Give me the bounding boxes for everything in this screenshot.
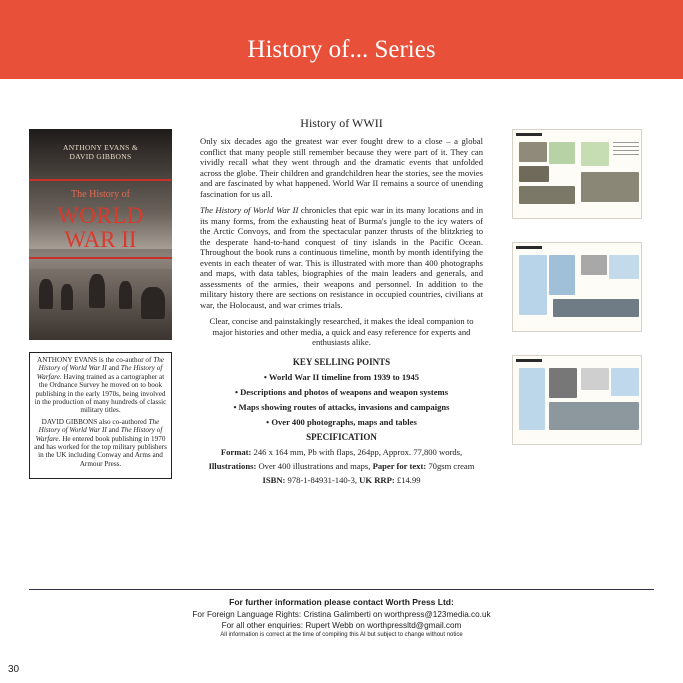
specification-details [200,445,483,487]
author-bio-gibbons [34,418,167,468]
spec-label: UK RRP: [359,475,395,485]
spread-text-line [613,154,639,155]
bio-text: and [106,364,121,373]
spread-ship-photo [553,299,639,317]
disclaimer-text: All information is correct at the time of compiling this AI but subject to change without notice [220,632,463,638]
spread-photo [519,186,575,204]
selling-point-item: • Maps showing routes of attacks, invasions and campaigns [233,402,450,412]
spread-photo [581,172,639,202]
spread-data-table [519,368,545,430]
cover-title-line2: WAR II [64,227,137,252]
header-banner [0,0,683,79]
paragraph-text: chronicles that epic war in its many locations and in its many forms, from the exhausting heat of Burma's jungle to the icy waters of the Arctic Convoys, and from the spectacular panzer thrusts of the blitzkrieg to the desperate hand-to-hand conquest of tiny islands in the Pacific Ocean. Throughout the book runs a continuous timeline, month by month identifying the events in each theater of war. This is illustrated with more than 400 photographs and maps, with data tables, biographies of the main leaders and generals, and assessments of the armies, their weapons and personnel. In addition to the military history there are sections on resistance in occupied countries, civilians at war, the Holocaust, and war crimes trials. [200,205,483,310]
spread-photo [581,255,607,275]
bio-text: DAVID GIBBONS also co-authored [41,417,149,426]
description-paragraph: Only six decades ago the greatest war ever fought drew to a close – a global conflict that many people still remember because they were part of it. They can vividly recall what they went through and the dramatic events that unfolded across the globe. Their children and grandchildren hear the stories, see the movies and are fascinated by what happened. World War II remains a source of unending fascination for us all. [200,136,483,199]
cover-author-2: DAVID GIBBONS [69,152,132,161]
selling-points-list [200,370,483,430]
cover-soldier-figure [39,279,53,309]
spread-text-line [613,150,639,151]
spread-photo [549,368,577,398]
spread-header [516,359,542,362]
cover-title-prefix: The History of [71,189,130,200]
spread-data-table [549,255,575,295]
spec-illustrations-line [200,459,483,473]
selling-point-item: • World War II timeline from 1939 to 1945 [263,372,420,382]
cover-soldier-figure [119,281,132,309]
selling-point-item: • Descriptions and photos of weapons and weapon systems [234,387,449,397]
footer-divider [29,589,654,590]
author-bio-evans [34,356,167,415]
cover-title-line1: WORLD [57,203,144,228]
selling-points-heading: KEY SELLING POINTS [292,357,391,367]
bio-book-title: The History of Warfare [36,364,163,381]
bio-text: ANTHONY EVANS is the co-author of [37,356,154,364]
spread-photo [519,142,547,162]
book-cover-image [29,129,172,340]
general-enquiries-contact: For all other enquiries: Rupert Webb on worthpressltd@gmail.com [221,621,462,630]
spread-text-line [613,142,639,143]
spec-value: 978-1-84931-140-3, [285,475,360,485]
cover-vehicle-figure [141,287,165,319]
sample-spread-submarines [512,355,642,445]
contact-heading: For further information please contact Worth Press Ltd: [229,597,454,607]
cover-soldier-figure [89,274,105,308]
bio-text: . Having trained as a cartographer at the Ordnance Survey he moved on to book publishing in the early 1970s, being involved in the production of many hundreds of classic military titles. [34,372,167,415]
page-title: History of... Series [247,36,436,63]
foreign-rights-contact: For Foreign Language Rights: Cristina Galimberti on worthpress@123media.co.uk [192,610,491,619]
spec-label: ISBN: [262,475,286,485]
description-paragraph: Clear, concise and painstakingly researched, it makes the ideal companion to major histories and other media, a quick and easy reference for experts and enthusiasts alike. [209,316,474,347]
bio-book-title: The History of Warfare [35,426,163,443]
spread-text-line [613,146,639,147]
bio-text: and [106,426,121,435]
cover-soldier-figure [61,284,73,310]
cover-rule-bottom [29,257,172,259]
spread-header [516,133,542,136]
spread-data-table [549,142,575,164]
sample-spread-navy [512,242,642,332]
description-column [200,116,483,354]
section-heading: History of WWII [300,116,383,130]
spec-format-line [200,445,483,459]
spec-value: £14.99 [394,475,421,485]
spread-data-table [581,142,609,166]
spread-ship-photo [549,402,639,430]
spec-isbn-line [200,473,483,487]
cover-authors [29,143,172,161]
spread-header [516,246,542,249]
spec-label: Illustrations: [208,461,257,471]
spec-label: Format: [220,447,252,457]
spread-data-table [611,368,639,396]
description-paragraph [200,205,483,310]
sample-spread-tanks [512,129,642,219]
bio-text: . He entered book publishing in 1970 and has worked for the top military publishers in the UK including Conway and Arms and Armour Press. [34,434,167,468]
spread-data-table [609,255,639,279]
bio-book-title: The History of World War II [38,417,160,435]
spec-value: Over 400 illustrations and maps, [256,461,373,471]
selling-point-item: • Over 400 photographs, maps and tables [266,417,417,427]
author-bio-box [29,352,172,479]
cover-rule-top [29,179,172,181]
spread-photo [581,368,609,390]
cover-author-1: ANTHONY EVANS & [63,143,138,152]
spec-value: 246 x 164 mm, Pb with flaps, 264pp, Approx. 77,800 words, [251,447,463,457]
spread-data-table [519,255,547,315]
book-title-italic: The History of World War II [200,205,299,215]
specification-heading: SPECIFICATION [306,432,377,442]
spec-label: Paper for text: [372,461,427,471]
bio-book-title: The History of World War II [38,356,164,373]
spread-photo [519,166,549,182]
spec-value: 70gsm cream [426,461,475,471]
page-number: 30 [8,664,20,675]
